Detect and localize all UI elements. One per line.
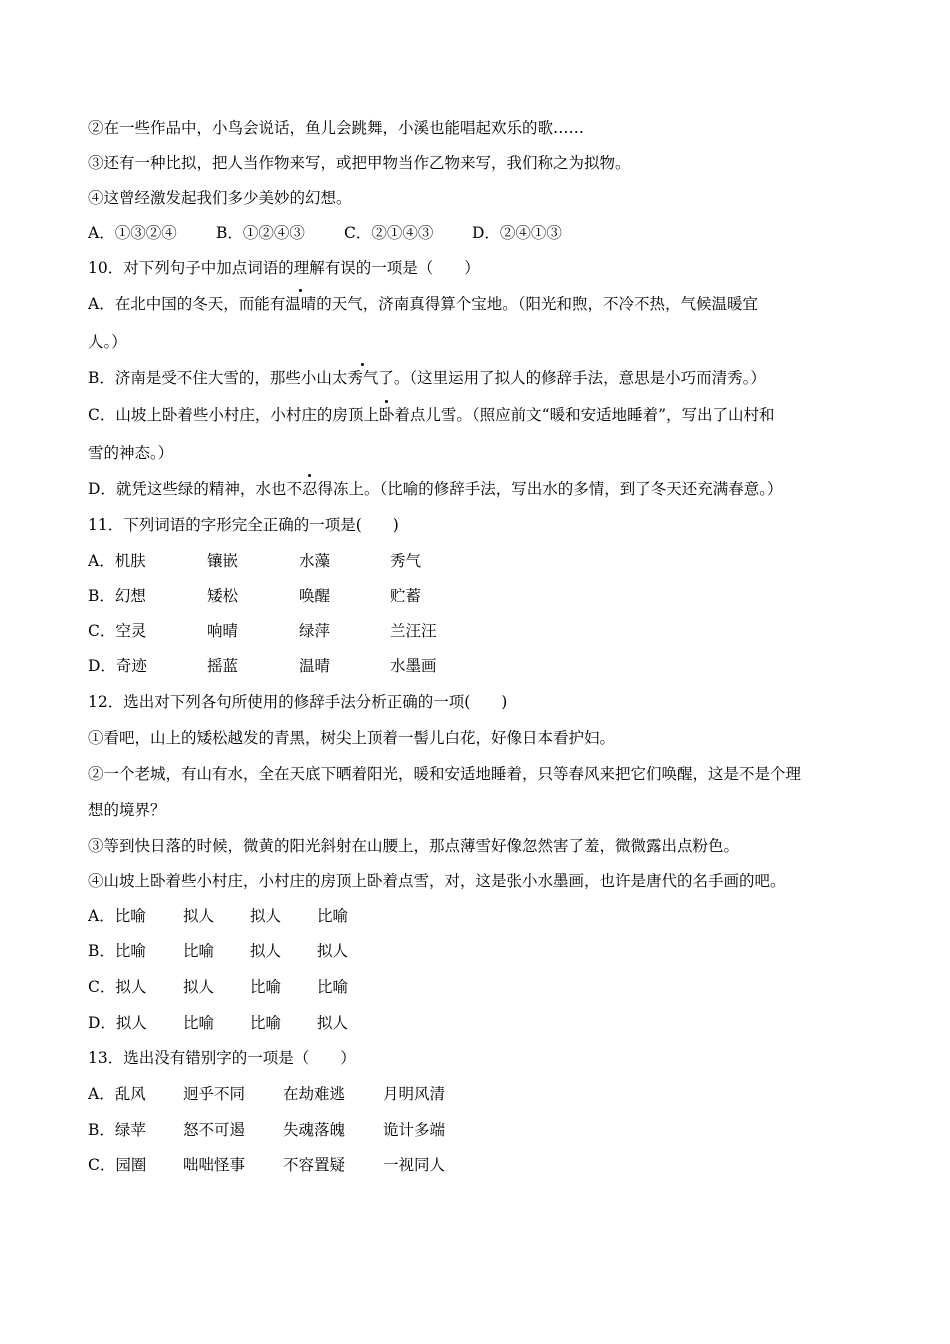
q9-sentence-3: ③还有一种比拟，把人当作物来写，或把甲物当作乙物来写，我们称之为拟物。 <box>88 154 631 172</box>
q10-b-dotted-word: 秀气 <box>347 369 379 387</box>
q12-a-item-2: 拟人 <box>183 907 215 925</box>
q11-c-word-4: 兰汪汪 <box>390 622 437 640</box>
q13-stem: 13．选出没有错别字的一项是（ ） <box>88 1049 356 1067</box>
q13-c-word-3: 不容置疑 <box>283 1156 346 1174</box>
q10-d-text-post: 冻上。（比喻的修辞手法，写出水的多情，到了冬天还充满春意。） <box>332 480 783 498</box>
q12-d-item-1: D．拟人 <box>88 1014 147 1032</box>
q12-a-item-3: 拟人 <box>250 907 282 925</box>
q9-option-d: D．②④①③ <box>472 224 562 242</box>
q12-b-item-4: 拟人 <box>317 942 349 960</box>
q10-option-c-continued: 雪的神态。） <box>88 444 174 462</box>
q12-b-item-1: B．比喻 <box>88 942 146 960</box>
q13-a-word-1: A．乱风 <box>88 1085 146 1103</box>
q11-d-word-4: 水墨画 <box>390 657 437 675</box>
q11-c-word-3: 绿萍 <box>299 622 331 640</box>
q12-d-item-3: 比喻 <box>250 1014 282 1032</box>
q10-option-c <box>88 405 775 425</box>
q11-b-word-2: 矮松 <box>207 587 239 605</box>
q12-a-item-4: 比喻 <box>317 907 349 925</box>
q11-b-word-3: 唤醒 <box>299 587 331 605</box>
q11-a-word-2: 镶嵌 <box>207 552 239 570</box>
q10-a-text-post: 的天气，济南真得算个宝地。（阳光和煦，不冷不热，气候温暖宜 <box>316 295 758 313</box>
q11-d-word-2: 摇蓝 <box>207 657 239 675</box>
q9-sentence-4: ④这曾经激发起我们多少美妙的幻想。 <box>88 189 352 207</box>
q12-c-item-2: 拟人 <box>183 978 215 996</box>
q12-a-item-1: A．比喻 <box>88 907 146 925</box>
q13-b-word-3: 失魂落魄 <box>283 1121 346 1139</box>
q10-b-text-post: 了。（这里运用了拟人的修辞手法，意思是小巧而清秀。） <box>378 369 766 387</box>
q10-d-text-pre: D．就凭这些绿的精神，水也 <box>88 480 287 498</box>
q10-option-b <box>88 368 766 388</box>
q12-sentence-3: ③等到快日落的时候，微黄的阳光斜射在山腰上，那点薄雪好像忽然害了羞，微微露出点粉色。 <box>88 837 740 855</box>
q9-option-a: A．①③②④ <box>88 224 177 242</box>
q10-stem: 10．对下列句子中加点词语的理解有误的一项是（ ） <box>88 259 480 277</box>
q11-a-word-1: A．机肤 <box>88 552 146 570</box>
q13-c-word-4: 一视同人 <box>383 1156 446 1174</box>
q11-c-word-1: C．空灵 <box>88 622 147 640</box>
q9-option-c: C．②①④③ <box>344 224 434 242</box>
q9-sentence-2: ②在一些作品中，小鸟会说话，鱼儿会跳舞，小溪也能唱起欢乐的歌…… <box>88 119 585 137</box>
q10-c-text-post: 着点儿雪。（照应前文“暖和安适地睡着”，写出了山村和 <box>394 406 775 424</box>
q12-c-item-1: C．拟人 <box>88 978 147 996</box>
q10-b-text-pre: B．济南是受不住大雪的，那些小山太 <box>88 369 348 387</box>
q12-d-item-2: 比喻 <box>183 1014 215 1032</box>
q13-c-word-2: 咄咄怪事 <box>183 1156 246 1174</box>
q11-b-word-1: B．幻想 <box>88 587 146 605</box>
q12-d-item-4: 拟人 <box>317 1014 349 1032</box>
q12-c-item-4: 比喻 <box>317 978 349 996</box>
q13-a-word-4: 月明风清 <box>383 1085 446 1103</box>
q12-sentence-2-continued: 想的境界？ <box>88 801 166 819</box>
q12-sentence-2: ②一个老城，有山有水，全在天底下晒着阳光，暖和安适地睡着，只等春风来把它们唤醒，这是不是个理 <box>88 765 802 783</box>
q13-b-word-1: B．绿苹 <box>88 1121 146 1139</box>
q11-d-word-3: 温晴 <box>299 657 331 675</box>
q13-b-word-2: 怒不可遏 <box>183 1121 246 1139</box>
q13-a-word-2: 迥乎不同 <box>183 1085 246 1103</box>
q10-option-a <box>88 294 758 314</box>
q9-option-b: B．①②④③ <box>216 224 305 242</box>
q12-b-item-2: 比喻 <box>183 942 215 960</box>
q10-c-dotted-word: 卧 <box>378 406 395 424</box>
q10-option-d <box>88 479 782 499</box>
q11-d-word-1: D．奇迹 <box>88 657 147 675</box>
q13-b-word-4: 诡计多端 <box>383 1121 446 1139</box>
q11-stem: 11．下列词语的字形完全正确的一项是( ) <box>88 516 399 534</box>
q12-c-item-3: 比喻 <box>250 978 282 996</box>
q13-a-word-3: 在劫难逃 <box>283 1085 346 1103</box>
q10-option-a-continued: 人。） <box>88 333 127 351</box>
q10-a-text-pre: A．在北中国的冬天，而能有 <box>88 295 286 313</box>
q11-b-word-4: 贮蓄 <box>390 587 422 605</box>
q10-a-dotted-word: 温晴 <box>285 295 317 313</box>
q11-a-word-3: 水藻 <box>299 552 331 570</box>
q12-b-item-3: 拟人 <box>250 942 282 960</box>
q10-d-dotted-word: 不忍得 <box>286 480 333 498</box>
q12-stem: 12．选出对下列各句所使用的修辞手法分析正确的一项( ) <box>88 693 508 711</box>
q13-c-word-1: C．园圈 <box>88 1156 147 1174</box>
q11-c-word-2: 响晴 <box>207 622 239 640</box>
q10-c-text-pre: C．山坡上卧着些小村庄，小村庄的房顶上 <box>88 406 379 424</box>
q11-a-word-4: 秀气 <box>390 552 422 570</box>
q12-sentence-1: ①看吧，山上的矮松越发的青黑，树尖上顶着一髻儿白花，好像日本看护妇。 <box>88 729 616 747</box>
q12-sentence-4: ④山坡上卧着些小村庄，小村庄的房顶上卧着点雪，对，这是张小水墨画，也许是唐代的名手画的吧。 <box>88 872 786 890</box>
